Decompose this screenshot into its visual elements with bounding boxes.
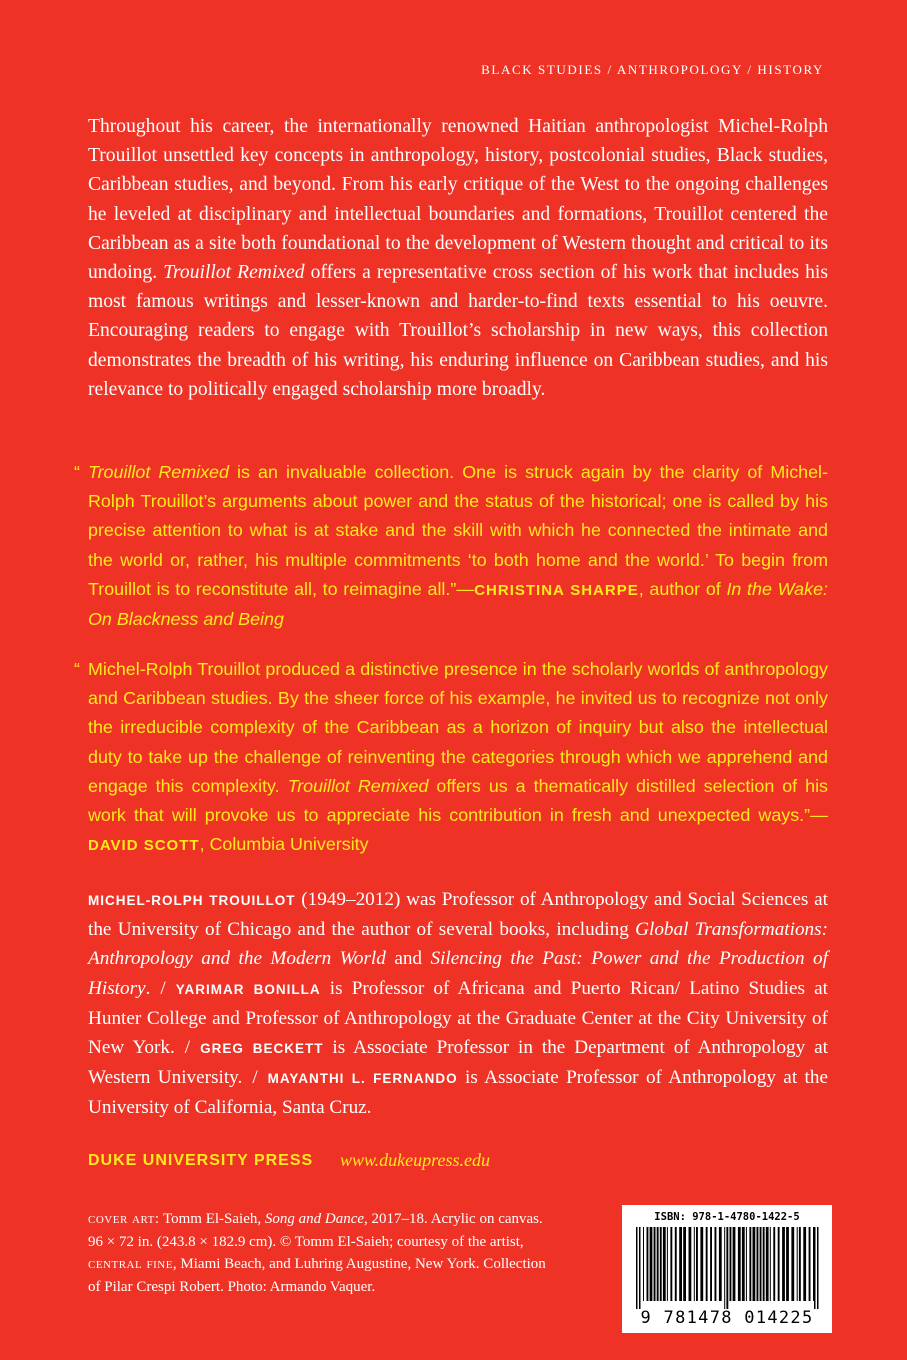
bio-trouillot-b: and: [385, 948, 431, 970]
credit-work-title: Song and Dance: [264, 1211, 365, 1227]
credit-text2: , 2017–18. Acrylic on canvas. 96 × 72 in. (243.8 × 182.9 cm). © Tomm El-Saieh; courtesy of the artist,: [88, 1211, 543, 1250]
bio-trouillot-c: .: [145, 977, 151, 999]
cover-art-credit: [88, 1208, 558, 1298]
description-book-title: Trouillot Remixed: [163, 262, 305, 284]
bio-beckett: is Associate Professor in the Department of Anthropology at Western University.: [88, 1037, 828, 1089]
isbn-barcode: [622, 1205, 832, 1333]
quote-open-mark: “: [74, 462, 80, 482]
bio-fernando: is Associate Professor of Anthropology at the University of California, Santa Cruz.: [88, 1067, 828, 1119]
quote1-text: is an invaluable collection. One is struck again by the clarity of Michel-Rolph Trouillot’s arguments about power and the status of the historical; one is called by his precise attention to what is at stake and the skill with which he connected the intimate and the world or, rather, his multiple commitments ‘to both home and the world.’ To begin from Trouillot is to reconstitute all, to reimagine all.”—: [88, 462, 828, 599]
endorsement-quote-1: [74, 458, 828, 634]
credit-text3: , Miami Beach, and Luhring Augustine, New York. Collection of Pilar Crespi Robert. Photo: Armando Vaquer.: [88, 1256, 546, 1295]
quote2-affiliation: , Columbia University: [199, 834, 369, 855]
publisher-url: www.dukeupress.edu: [340, 1150, 490, 1170]
quote-open-mark: “: [74, 659, 80, 679]
credit-label: cover art:: [88, 1211, 160, 1227]
bio-separator: /: [252, 1067, 258, 1089]
bio-trouillot-a: (1949–2012) was Professor of Anthropology and Social Sciences at the University of Chicago and the author of several books, including: [88, 889, 828, 941]
quote1-affiliation: , author of: [638, 578, 727, 599]
author-name-beckett: GREG BECKETT: [200, 1041, 324, 1057]
quote1-author-book: In the Wake: On Blackness and Being: [88, 578, 828, 630]
barcode-digits: 9 781478 014225: [640, 1308, 814, 1328]
barcode-bars: [628, 1227, 826, 1309]
bio-book-silencing-the-past: Silencing the Past: Power and the Production of History: [88, 948, 828, 999]
quote2-text1: Michel-Rolph Trouillot produced a distinctive presence in the scholarly worlds of anthropology and Caribbean studies. By the sheer force of his example, he invited us to recognize not only the irreducible complexity of the Caribbean as a horizon of inquiry but also the intellectual duty to take up the challenge of reinventing the categories through which we apprehend and engage this complexity.: [88, 659, 828, 796]
credit-text1: Tomm El-Saieh,: [159, 1211, 265, 1227]
bio-book-global-transformations: Global Transformations: Anthropology and the Modern World: [88, 919, 828, 970]
bio-bonilla: is Professor of Africana and Puerto Rican/ Latino Studies at Hunter College and Professor of Anthropology at the Graduate Center at the City University of New York.: [88, 977, 828, 1059]
publisher-name: DUKE UNIVERSITY PRESS: [88, 1152, 314, 1169]
endorsement-quote-2: [74, 655, 828, 860]
quote2-book-title: Trouillot Remixed: [287, 775, 429, 796]
isbn-label: ISBN: 978-1-4780-1422-5: [654, 1211, 800, 1223]
bio-separator: /: [184, 1037, 191, 1059]
quote1-author: CHRISTINA SHARPE: [474, 581, 639, 599]
author-name-trouillot: MICHEL-ROLPH TROUILLOT: [88, 893, 296, 908]
quote2-text2: offers us a thematically distilled selection of his work that will provoke us to appreciate his contribution in fresh and unexpected ways.”—: [88, 775, 828, 826]
author-name-fernando: MAYANTHI L. FERNANDO: [267, 1071, 458, 1087]
credit-gallery: central fine: [88, 1256, 173, 1272]
bio-separator: /: [160, 977, 166, 999]
description-part1: Throughout his career, the internationally renowned Haitian anthropologist Michel-Rolph Trouillot unsettled key concepts in anthropology, history, postcolonial studies, Black studies, Caribbean studies, and beyond. From his early critique of the West to the ongoing challenges he leveled at disciplinary and intellectual boundaries and formations, Trouillot centered the Caribbean as a site both foundational to the development of Western thought and critical to its undoing.: [88, 116, 828, 284]
author-bios: [88, 885, 828, 1123]
quote1-book-title: Trouillot Remixed: [88, 462, 229, 482]
author-name-bonilla: YARIMAR BONILLA: [175, 981, 321, 997]
quote2-author: DAVID SCOTT: [88, 837, 200, 855]
category-label: BLACK STUDIES / ANTHROPOLOGY / HISTORY: [481, 62, 824, 77]
description-part2: offers a representative cross section of his work that includes his most famous writings and lesser-known and harder-to-find texts essential to his oeuvre. Encouraging readers to engage with Trouillot’s scholarship in new ways, this collection demonstrates the breadth of his writing, his enduring influence on Caribbean studies, and his relevance to politically engaged scholarship more broadly.: [88, 262, 829, 400]
book-description: [88, 112, 828, 404]
